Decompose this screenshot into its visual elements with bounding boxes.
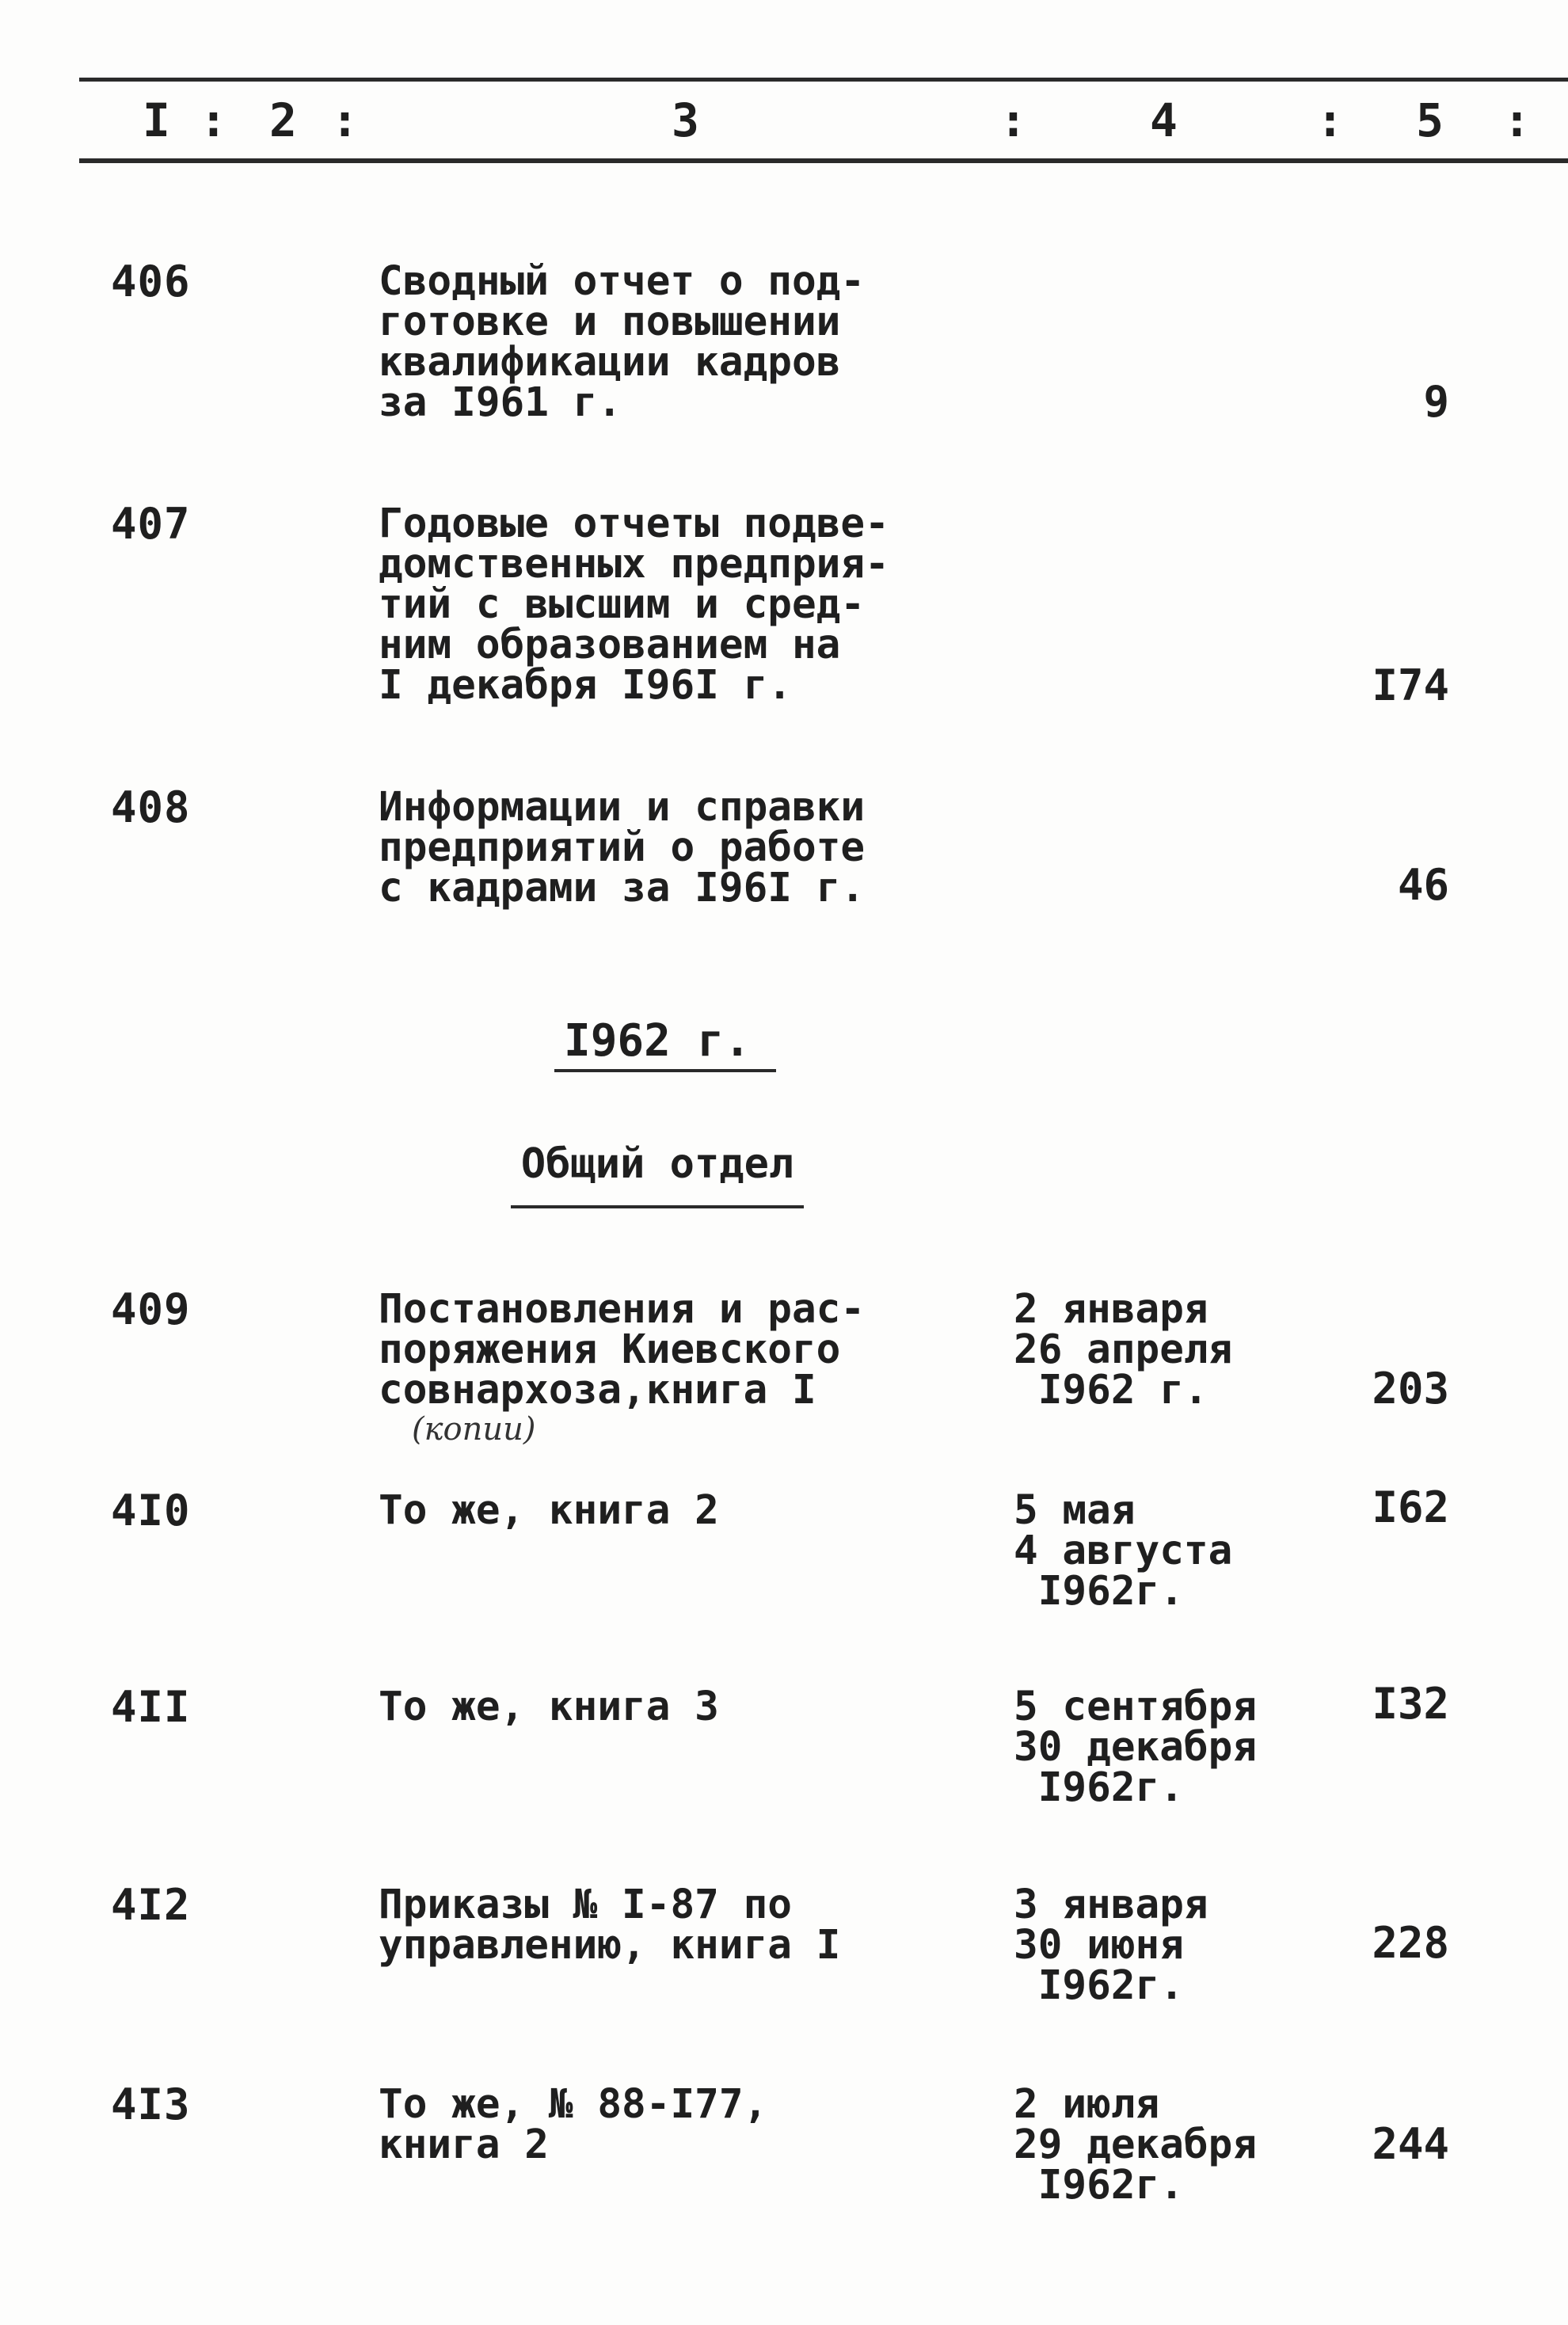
entry-title: То же, книга 3 [379, 1684, 719, 1730]
entry-date-range: 5 сентября 30 декабря I962г. [1014, 1684, 1258, 1811]
header-separator: : [331, 93, 359, 147]
entry-title: Информации и справки предприятий о работе с кадрами за I96I г. [379, 784, 866, 911]
entry-number: 408 [111, 782, 191, 832]
header-top-rule [79, 78, 1568, 82]
header-col-5: 5 [1416, 93, 1444, 147]
entry-title: То же, книга 2 [379, 1487, 719, 1534]
entry-sheet-count: I74 [1372, 660, 1449, 710]
entry-number: 4I3 [111, 2080, 191, 2129]
entry-title: Годовые отчеты подве- домственных предприя- тий с высшим и сред- ним образованием на I декабря I96I г. [379, 500, 889, 709]
header-separator: : [1316, 93, 1344, 147]
section-year-underline [554, 1069, 776, 1072]
section-year-heading: I962 г. [563, 1015, 751, 1067]
header-col-2: 2 [269, 93, 297, 147]
entry-sheet-count: 9 [1423, 377, 1449, 427]
entry-title: То же, № 88-I77, книга 2 [379, 2081, 768, 2168]
entry-date-range: 2 июля 29 декабря I962г. [1014, 2081, 1258, 2209]
entry-sheet-count: I32 [1372, 1679, 1449, 1729]
entry-number: 406 [111, 257, 191, 306]
header-separator: : [1503, 93, 1531, 147]
header-separator: : [999, 93, 1027, 147]
entry-number: 4I2 [111, 1880, 191, 1930]
section-department-heading: Общий отдел [520, 1140, 794, 1188]
entry-sheet-count: 228 [1372, 1918, 1449, 1968]
entry-number: 4I0 [111, 1486, 191, 1535]
entry-date-range: 5 мая 4 августа I962г. [1014, 1487, 1233, 1615]
handwritten-note: (копии) [412, 1411, 536, 1448]
entry-sheet-count: 46 [1397, 860, 1449, 910]
entry-date-range: 3 января 30 июня I962г. [1014, 1882, 1208, 2009]
header-col-1: I [143, 93, 170, 147]
header-separator: : [200, 93, 227, 147]
section-department-underline [511, 1205, 804, 1208]
entry-sheet-count: I62 [1372, 1482, 1449, 1532]
header-col-3: 3 [672, 93, 699, 147]
entry-number: 409 [111, 1284, 191, 1334]
entry-sheet-count: 244 [1372, 2119, 1449, 2169]
entry-title: Сводный отчет о под- готовке и повышении квалификации кадров за I961 г. [379, 258, 866, 426]
entry-number: 4II [111, 1682, 191, 1732]
entry-title: Постановления и рас- поряжения Киевского совнархоза,книга I [379, 1286, 866, 1414]
entry-date-range: 2 января 26 апреля I962 г. [1014, 1286, 1233, 1414]
entry-sheet-count: 203 [1372, 1364, 1449, 1414]
header-col-4: 4 [1150, 93, 1178, 147]
entry-number: 407 [111, 499, 191, 549]
header-bottom-rule [79, 158, 1568, 163]
entry-title: Приказы № I-87 по управлению, книга I [379, 1882, 841, 1969]
